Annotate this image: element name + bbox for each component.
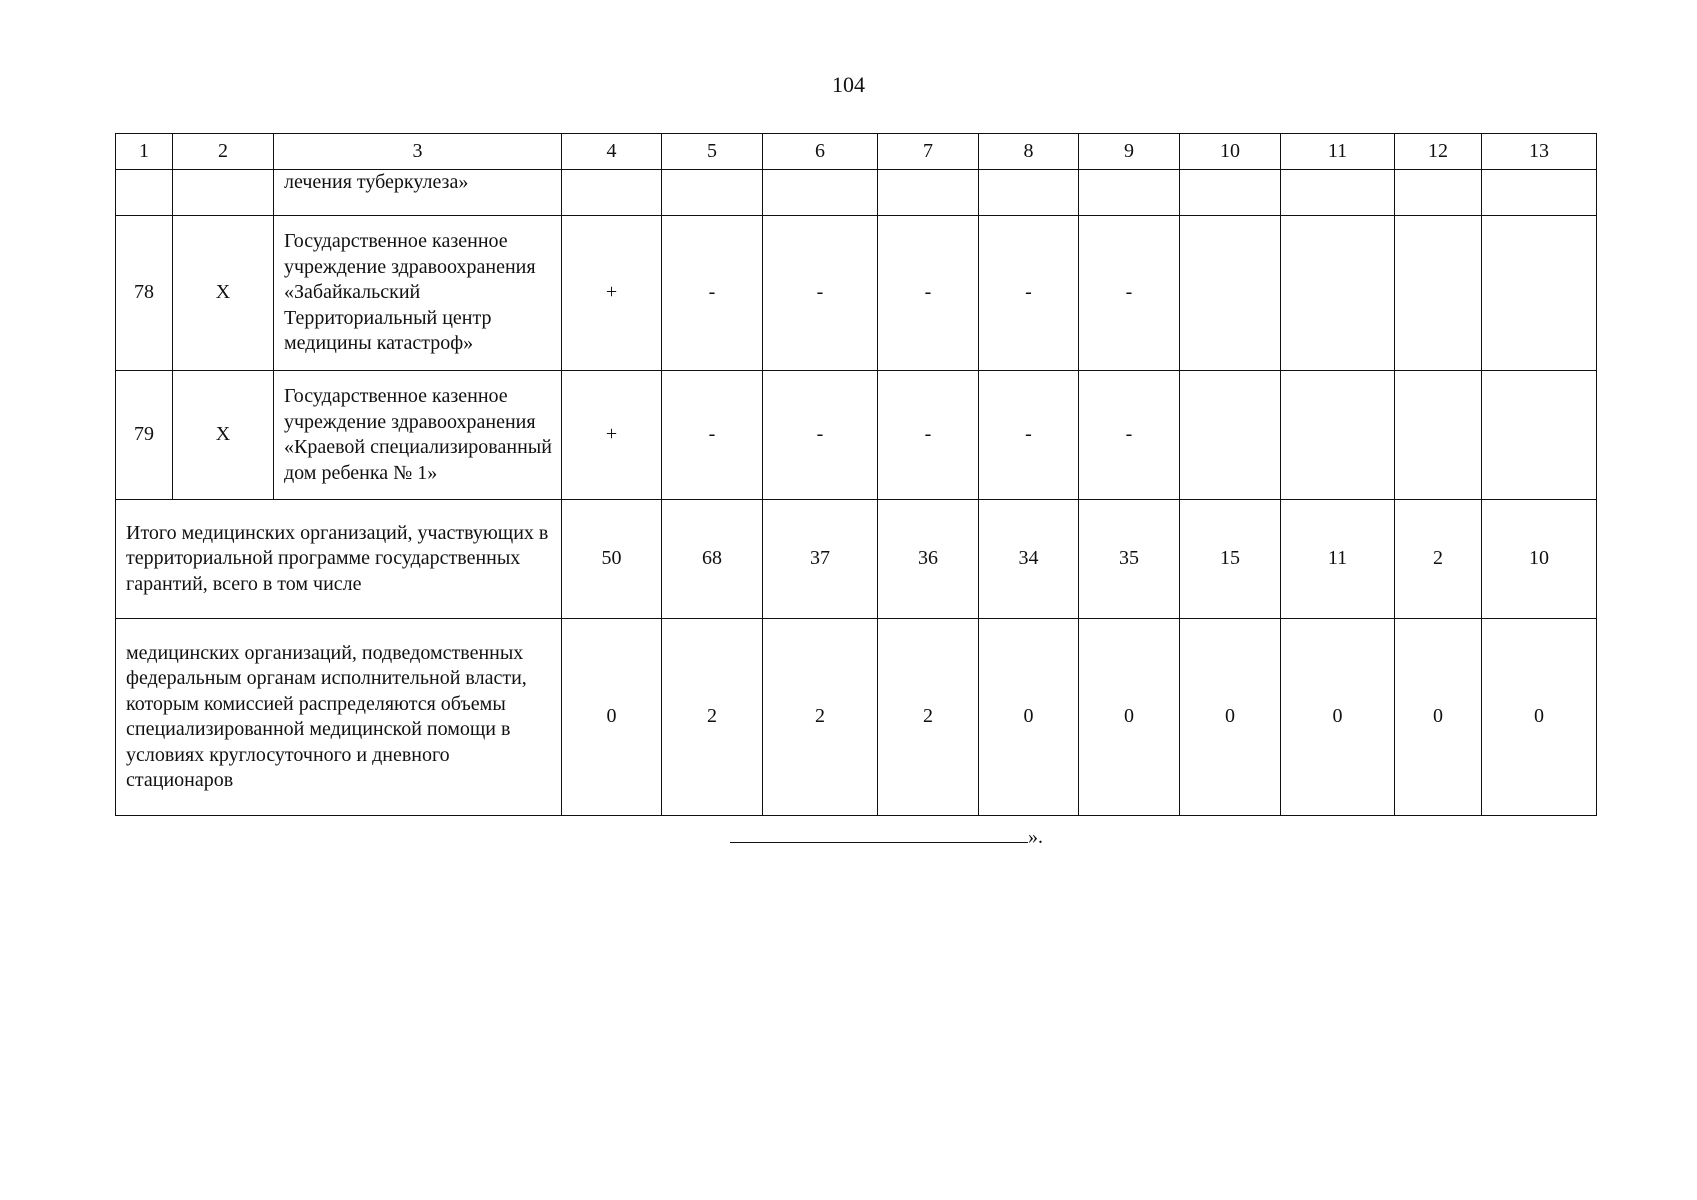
- table-cell: [1395, 216, 1482, 371]
- header-cell-12: 12: [1395, 134, 1482, 170]
- table-cell: -: [979, 216, 1079, 371]
- table-cell: 0: [1482, 619, 1597, 816]
- total-row: [116, 500, 1597, 619]
- table-cell: [116, 170, 173, 216]
- table-cell: +: [562, 216, 662, 371]
- table-cell: -: [878, 216, 979, 371]
- table-cell: [1180, 216, 1281, 371]
- table-cell: -: [979, 371, 1079, 500]
- page-number: 104: [832, 72, 865, 97]
- table-cell: 15: [1180, 500, 1281, 619]
- header-cell-7: 7: [878, 134, 979, 170]
- table-cell: 0: [1395, 619, 1482, 816]
- header-cell-5: 5: [662, 134, 763, 170]
- table-cell: [1482, 371, 1597, 500]
- column-number-row: [116, 134, 1597, 170]
- table-cell: [1482, 170, 1597, 216]
- header-cell-8: 8: [979, 134, 1079, 170]
- table-cell: +: [562, 371, 662, 500]
- continuation-row: [116, 170, 1597, 216]
- table-cell: [1281, 216, 1395, 371]
- table-row-79: [116, 371, 1597, 500]
- table-cell: [562, 170, 662, 216]
- table-cell: [1180, 371, 1281, 500]
- table-cell: 2: [1395, 500, 1482, 619]
- table-cell: 0: [1180, 619, 1281, 816]
- header-cell-6: 6: [763, 134, 878, 170]
- organization-name-cell: Государственное казенное учреждение здравоохранения «Забайкальский Территориальный центр медицины катастроф»: [274, 216, 562, 371]
- organizations-table: [115, 133, 1597, 816]
- table-cell: [763, 170, 878, 216]
- signature-rule: [730, 824, 1028, 843]
- table-cell: 0: [979, 619, 1079, 816]
- table-cell: [878, 170, 979, 216]
- row-number-cell: 78: [116, 216, 173, 371]
- mark-cell: Х: [173, 371, 274, 500]
- table-cell: [1281, 170, 1395, 216]
- organization-name-cell: Государственное казенное учреждение здравоохранения «Краевой специализированный дом ребенка № 1»: [274, 371, 562, 500]
- table-row-78: [116, 216, 1597, 371]
- table-cell: [662, 170, 763, 216]
- federal-subordinate-label: медицинских организаций, подведомственных федеральным органам исполнительной власти, которым комиссией распределяются объемы специализированной медицинской помощи в условиях круглосуточного и дневного стационаров: [116, 619, 562, 816]
- table-cell: -: [662, 371, 763, 500]
- header-cell-11: 11: [1281, 134, 1395, 170]
- total-label: Итого медицинских организаций, участвующих в территориальной программе государственных гарантий, всего в том числе: [116, 500, 562, 619]
- table-cell: 2: [662, 619, 763, 816]
- organization-name-cell: лечения туберкулеза»: [274, 170, 562, 216]
- header-cell-4: 4: [562, 134, 662, 170]
- table-cell: -: [763, 216, 878, 371]
- table-cell: 2: [763, 619, 878, 816]
- table-cell: [1281, 371, 1395, 500]
- table-cell: [979, 170, 1079, 216]
- federal-subordinate-row: [116, 619, 1597, 816]
- table-cell: 34: [979, 500, 1079, 619]
- table-cell: 36: [878, 500, 979, 619]
- closing-line: [730, 824, 1043, 849]
- table-cell: [1395, 371, 1482, 500]
- table-cell: [1180, 170, 1281, 216]
- closing-quote-mark: ».: [1028, 826, 1043, 848]
- header-cell-9: 9: [1079, 134, 1180, 170]
- table-cell: -: [1079, 371, 1180, 500]
- table-cell: -: [1079, 216, 1180, 371]
- table-cell: [173, 170, 274, 216]
- table-cell: 35: [1079, 500, 1180, 619]
- header-cell-1: 1: [116, 134, 173, 170]
- table-cell: 37: [763, 500, 878, 619]
- mark-cell: Х: [173, 216, 274, 371]
- table-cell: 0: [562, 619, 662, 816]
- table-cell: 50: [562, 500, 662, 619]
- table-cell: 68: [662, 500, 763, 619]
- table-cell: -: [878, 371, 979, 500]
- header-cell-10: 10: [1180, 134, 1281, 170]
- table-cell: 11: [1281, 500, 1395, 619]
- table-cell: -: [662, 216, 763, 371]
- row-number-cell: 79: [116, 371, 173, 500]
- table-cell: [1395, 170, 1482, 216]
- header-cell-13: 13: [1482, 134, 1597, 170]
- table-cell: [1079, 170, 1180, 216]
- table-cell: -: [763, 371, 878, 500]
- header-cell-3: 3: [274, 134, 562, 170]
- table-cell: 2: [878, 619, 979, 816]
- table-cell: 0: [1281, 619, 1395, 816]
- table-cell: 10: [1482, 500, 1597, 619]
- header-cell-2: 2: [173, 134, 274, 170]
- table-cell: [1482, 216, 1597, 371]
- table-cell: 0: [1079, 619, 1180, 816]
